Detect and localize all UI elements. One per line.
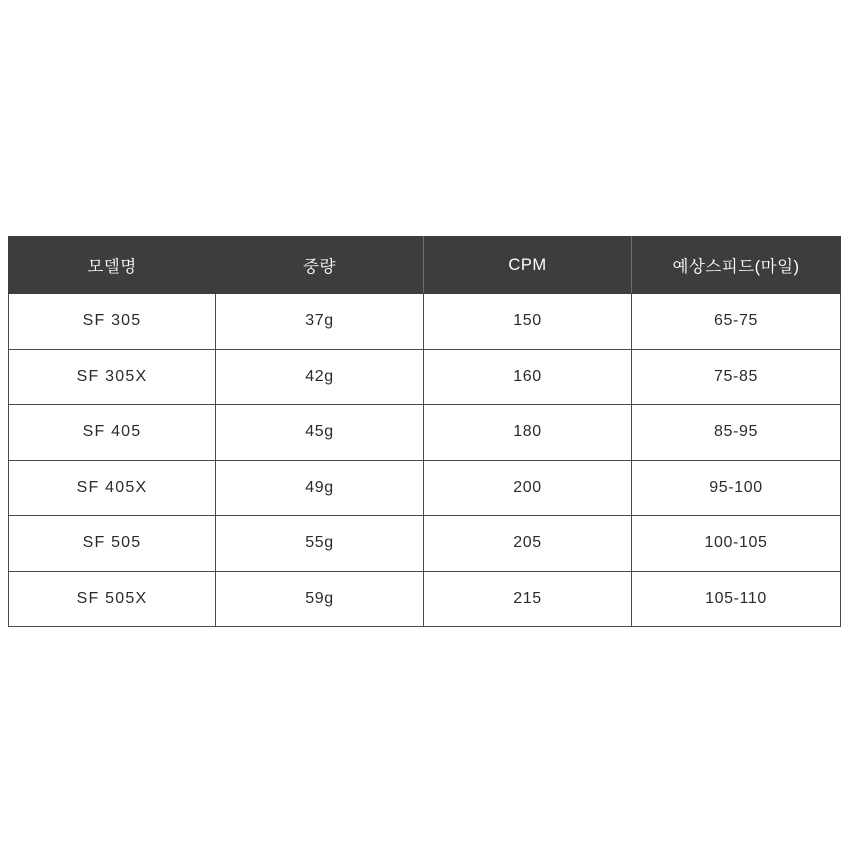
spec-table — [8, 236, 841, 627]
cell-cpm: 215 — [424, 571, 632, 627]
table-row — [9, 460, 841, 516]
cell-weight: 55g — [216, 516, 424, 572]
cell-cpm: 200 — [424, 460, 632, 516]
cell-weight: 49g — [216, 460, 424, 516]
table-body — [9, 294, 841, 627]
spec-table-container — [8, 236, 840, 627]
cell-model: SF 405 — [9, 405, 216, 461]
column-header-weight: 중량 — [216, 237, 424, 294]
cell-speed: 85-95 — [632, 405, 841, 461]
table-row — [9, 405, 841, 461]
cell-model: SF 505X — [9, 571, 216, 627]
cell-model: SF 505 — [9, 516, 216, 572]
column-header-model: 모델명 — [9, 237, 216, 294]
cell-speed: 100-105 — [632, 516, 841, 572]
cell-model: SF 405X — [9, 460, 216, 516]
cell-weight: 42g — [216, 349, 424, 405]
cell-speed: 95-100 — [632, 460, 841, 516]
header-row — [9, 237, 841, 294]
cell-weight: 59g — [216, 571, 424, 627]
cell-speed: 65-75 — [632, 294, 841, 350]
table-header — [9, 237, 841, 294]
table-row — [9, 294, 841, 350]
cell-cpm: 205 — [424, 516, 632, 572]
table-row — [9, 349, 841, 405]
cell-speed: 75-85 — [632, 349, 841, 405]
table-row — [9, 571, 841, 627]
cell-weight: 45g — [216, 405, 424, 461]
cell-cpm: 180 — [424, 405, 632, 461]
table-row — [9, 516, 841, 572]
cell-cpm: 150 — [424, 294, 632, 350]
cell-cpm: 160 — [424, 349, 632, 405]
column-header-cpm: CPM — [424, 237, 632, 294]
column-header-speed: 예상스피드(마일) — [632, 237, 841, 294]
cell-weight: 37g — [216, 294, 424, 350]
cell-speed: 105-110 — [632, 571, 841, 627]
cell-model: SF 305X — [9, 349, 216, 405]
cell-model: SF 305 — [9, 294, 216, 350]
